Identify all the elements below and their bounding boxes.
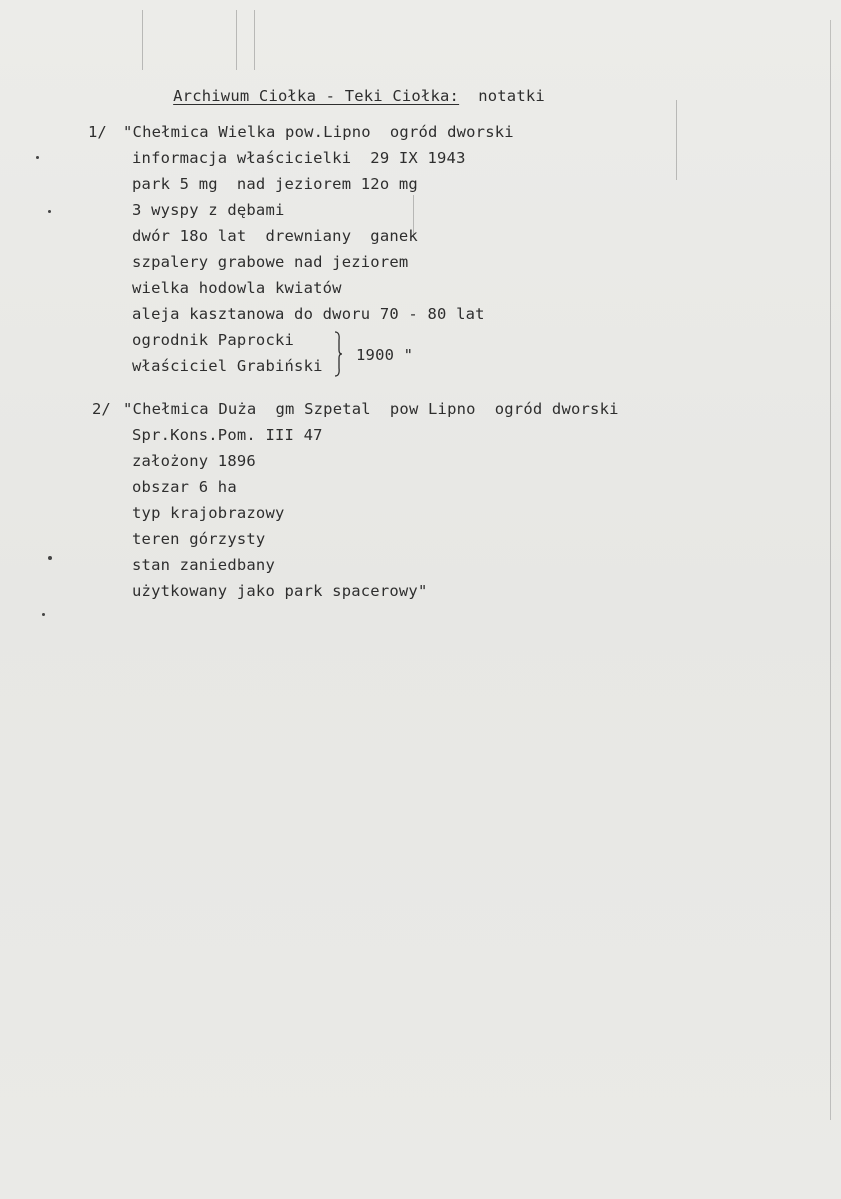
entry-1-line-9: ogrodnik Paprocki: [132, 331, 295, 349]
entry-2-number: 2/: [92, 400, 111, 418]
document-heading: [135, 66, 545, 126]
punch-mark: [36, 156, 39, 159]
scan-streak: [830, 20, 831, 1120]
entry-2-line-8: użytkowany jako park spacerowy": [132, 582, 428, 600]
entry-1-line-2: informacja właścicielki 29 IX 1943: [132, 149, 466, 167]
entry-1-number: 1/: [88, 123, 107, 141]
entry-1-line-4: 3 wyspy z dębami: [132, 201, 285, 219]
entry-2-line-2: Spr.Kons.Pom. III 47: [132, 426, 323, 444]
entry-2-line-6: teren górzysty: [132, 530, 266, 548]
punch-mark: [48, 210, 51, 213]
entry-1-line-6: szpalery grabowe nad jeziorem: [132, 253, 409, 271]
entry-1-line-10: właściciel Grabiński: [132, 357, 323, 375]
entry-1-line-3: park 5 mg nad jeziorem 12o mg: [132, 175, 418, 193]
entry-1-line-8: aleja kasztanowa do dworu 70 - 80 lat: [132, 305, 485, 323]
punch-mark: [42, 613, 45, 616]
heading-notes: notatki: [478, 87, 545, 105]
entry-1-bracket-note: 1900 ": [356, 346, 414, 364]
entry-2-line-3: założony 1896: [132, 452, 256, 470]
entry-1-line-1: "Chełmica Wielka pow.Lipno ogród dworski: [123, 123, 514, 141]
entry-2-line-5: typ krajobrazowy: [132, 504, 285, 522]
entry-1-line-5: dwór 18o lat drewniany ganek: [132, 227, 418, 245]
entry-2-line-7: stan zaniedbany: [132, 556, 275, 574]
scan-streak: [254, 10, 255, 70]
scan-streak: [142, 10, 143, 70]
entry-2-line-4: obszar 6 ha: [132, 478, 237, 496]
scan-streak: [676, 100, 677, 180]
entry-1-line-7: wielka hodowla kwiatów: [132, 279, 342, 297]
punch-mark: [48, 556, 52, 560]
heading-archive-title: Archiwum Ciołka - Teki Ciołka:: [173, 87, 460, 105]
entry-2-line-1: "Chełmica Duża gm Szpetal pow Lipno ogród dworski: [123, 400, 619, 418]
scan-streak: [236, 10, 237, 70]
curly-brace-icon: [333, 330, 343, 378]
